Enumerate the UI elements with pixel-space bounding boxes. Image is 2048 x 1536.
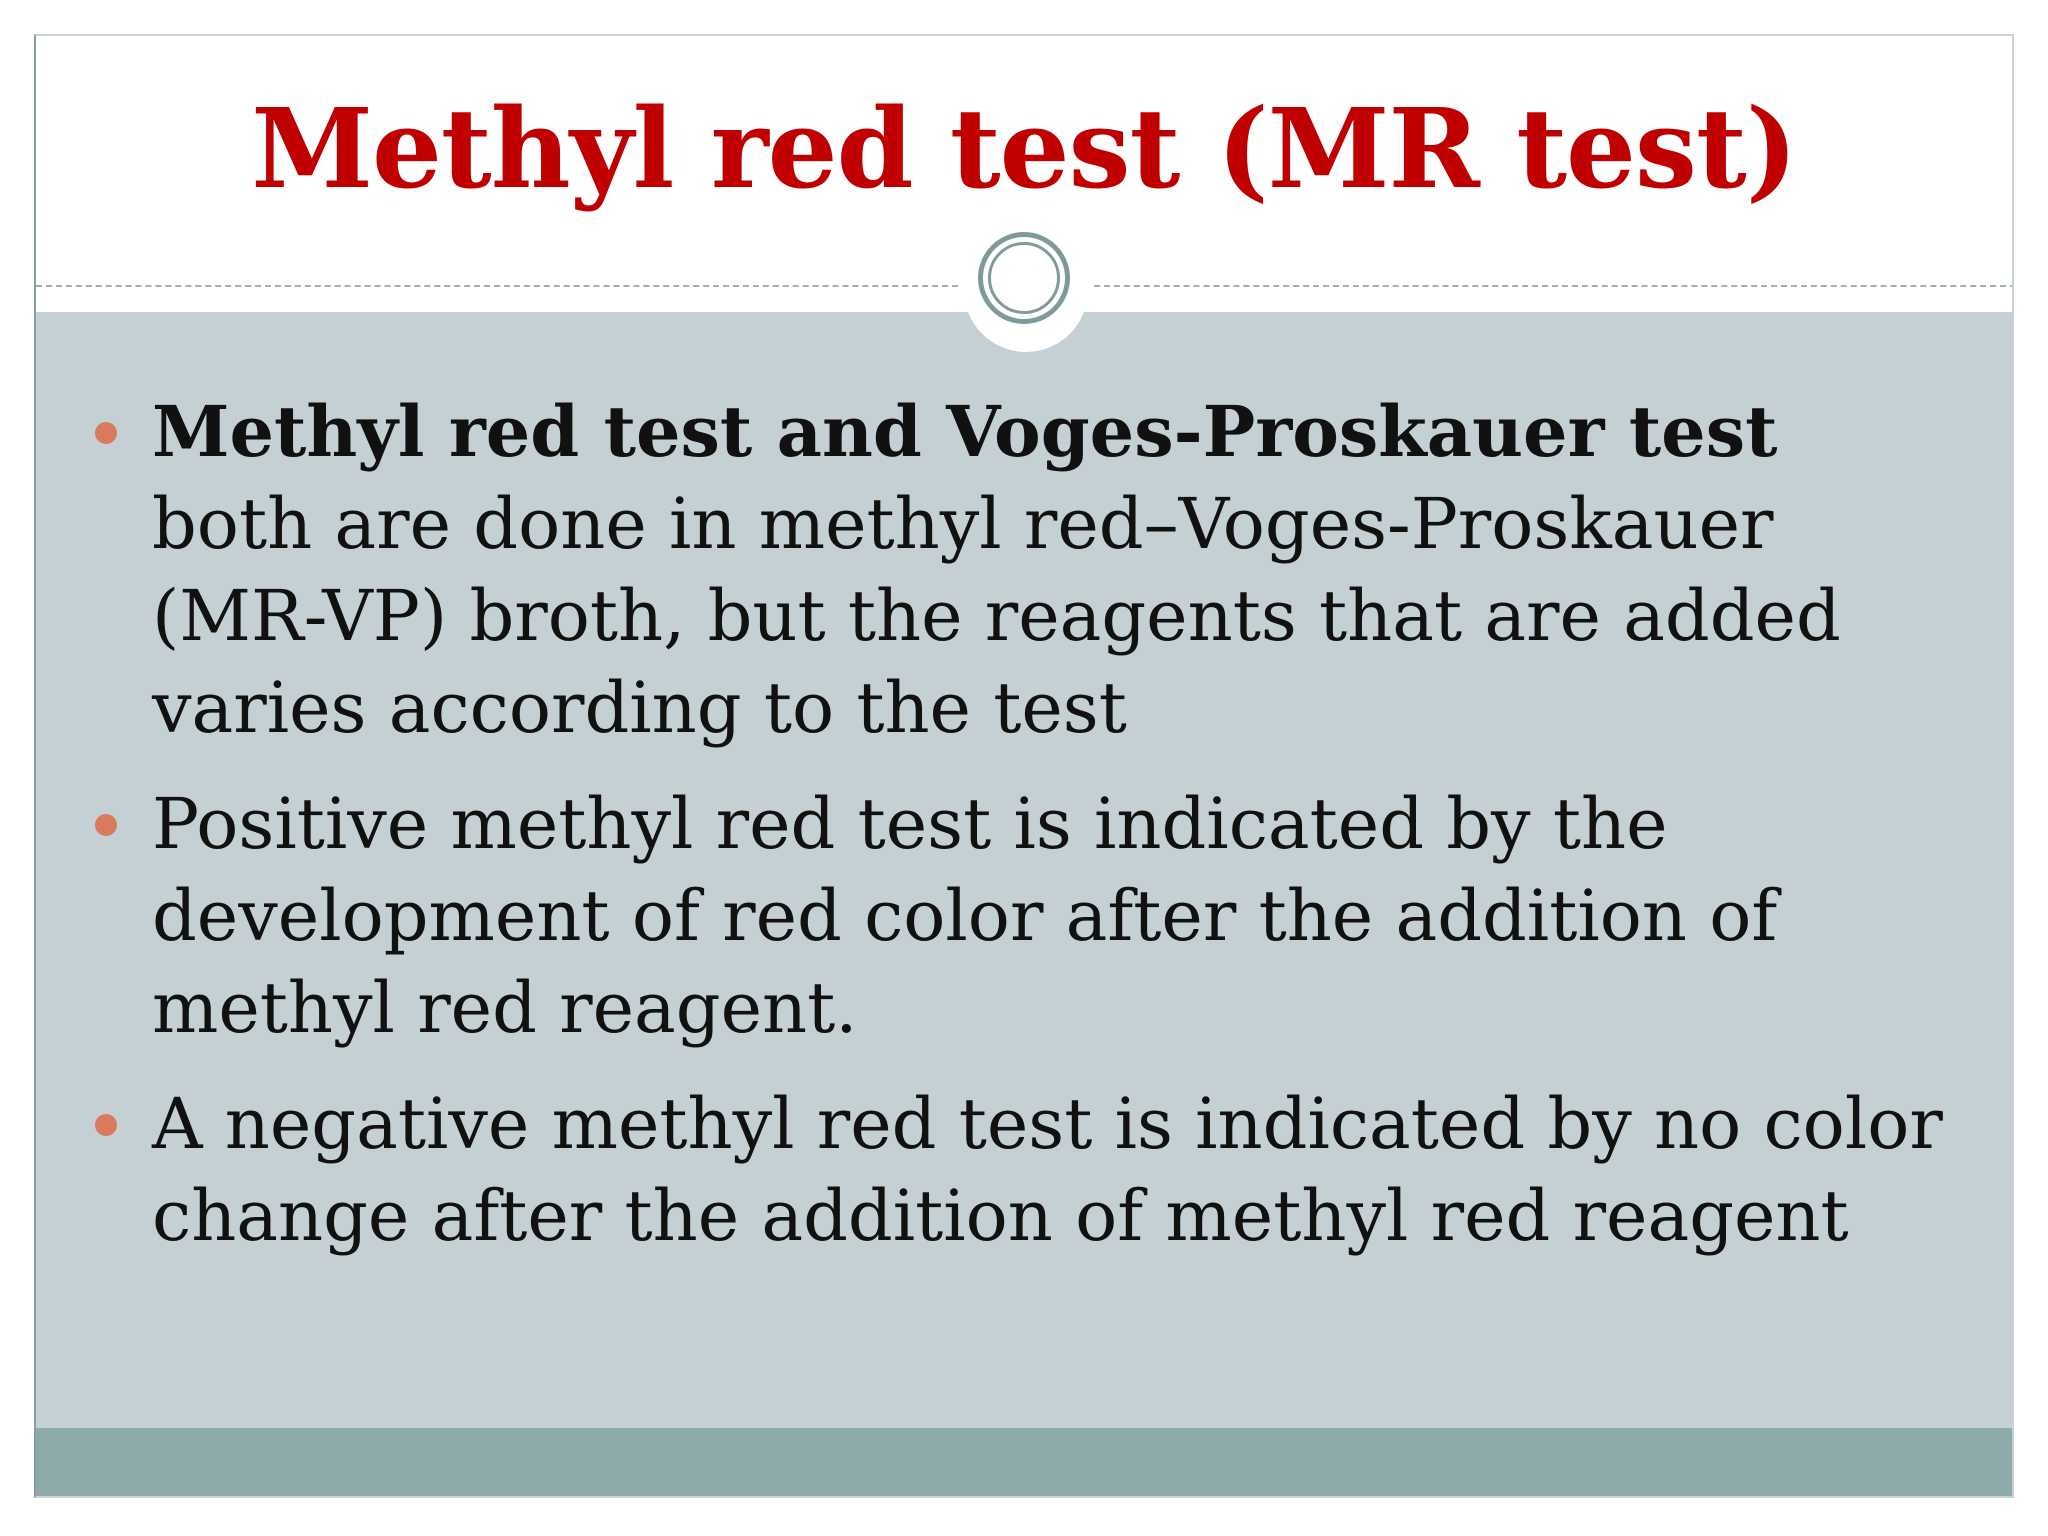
title-divider-right bbox=[1094, 285, 2014, 287]
bullet-text: both are done in methyl red–Voges-Proskauer (MR-VP) broth, but the reagents that are added varies according to the test bbox=[152, 483, 1841, 749]
bullet-item bbox=[36, 1078, 2014, 1262]
footer-band bbox=[36, 1428, 2012, 1498]
bullet-bold-text: Methyl red test and Voges-Proskauer test bbox=[152, 390, 1778, 473]
slide bbox=[34, 34, 2014, 1498]
bullet-list bbox=[36, 386, 2014, 1286]
bullet-dot-icon bbox=[95, 422, 117, 444]
title-divider-left bbox=[36, 285, 958, 287]
bullet-dot-icon bbox=[95, 1114, 117, 1136]
bullet-text: A negative methyl red test is indicated by no color change after the addition of methyl red reagent bbox=[152, 1083, 1943, 1257]
bullet-item bbox=[36, 778, 2014, 1054]
ring-ornament-icon bbox=[978, 232, 1070, 324]
bullet-dot-icon bbox=[95, 814, 117, 836]
bullet-text: Positive methyl red test is indicated by the development of red color after the addition of methyl red reagent. bbox=[152, 783, 1778, 1049]
bullet-item bbox=[36, 386, 2014, 754]
slide-title: Methyl red test (MR test) bbox=[251, 84, 1797, 213]
